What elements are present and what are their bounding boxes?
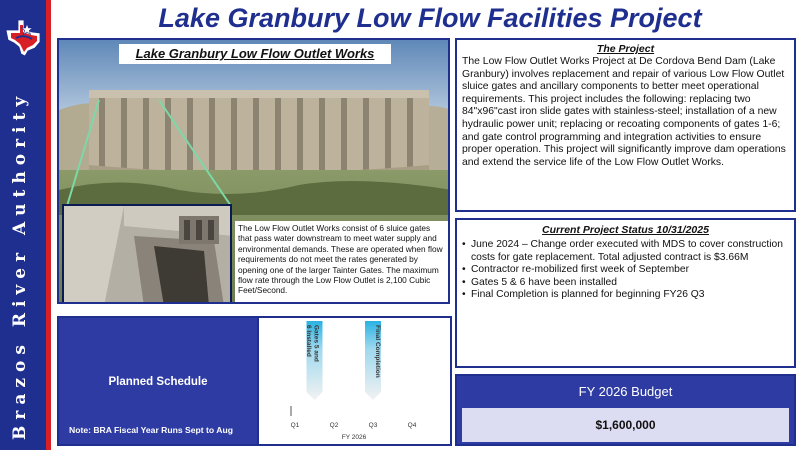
budget-box (455, 374, 796, 446)
project-heading: The Project (596, 43, 655, 55)
status-item: • Gates 5 & 6 have been installed (462, 277, 789, 290)
schedule-title: Planned Schedule (108, 376, 208, 388)
timeline-tick-label: Q1 (290, 422, 300, 429)
milestone-label: Gates 5 and6 Installed (305, 325, 320, 362)
schedule-panel (57, 316, 259, 446)
timeline-tick-label: Q3 (368, 422, 378, 429)
milestone-label: Final Completion (374, 325, 381, 378)
schedule-timeline (259, 316, 452, 446)
budget-value: $1,600,000 (595, 418, 656, 432)
timeline-tick-label: Q4 (407, 422, 417, 429)
timeline-tick-label: Q2 (329, 422, 339, 429)
budget-value-box (462, 408, 789, 442)
budget-title: FY 2026 Budget (578, 384, 673, 399)
photo-panel (57, 38, 450, 304)
status-heading: Current Project Status 10/31/2025 (542, 224, 709, 236)
timeline-axis-label: FY 2026 (341, 434, 367, 441)
status-list (462, 239, 789, 302)
side-band-red-edge (46, 0, 51, 450)
photo-title: Lake Granbury Low Flow Outlet Works (119, 44, 391, 64)
project-box (455, 38, 796, 212)
timeline-chart (259, 318, 450, 444)
organization-name: Brazos River Authority (10, 90, 30, 440)
side-band (0, 0, 46, 450)
texas-map-logo-icon (2, 16, 44, 58)
slide-title: Lake Granbury Low Flow Facilities Project (158, 3, 702, 33)
schedule-note: Note: BRA Fiscal Year Runs Sept to Aug (69, 425, 233, 435)
photo-caption: The Low Flow Outlet Works consist of 6 sluice gates that pass water downstream to meet water supply and environmental demands. These are operated when flow requirements do not meet the rates generated by opening one of the larger Tainter Gates. The maximum flow rate through the Low Flow Outlet is 2,100 Cubic Feet/Second. (235, 221, 448, 304)
status-item: • Final Completion is planned for beginning FY26 Q3 (462, 289, 789, 302)
status-item: • Contractor re-mobilized first week of September (462, 264, 789, 277)
outlet-closeup-photo (62, 204, 232, 304)
project-description: The Low Flow Outlet Works Project at De Cordova Bend Dam (Lake Granbury) involves replacement and repair of various Low Flow Outlet sluice gates and ancillary components to better meet operational requirements. This project includes the following: replacing two 84"x96"cast iron slide gates with stainless-steel; installation of a new hydraulic power unit; replacing or recoating components of gates 1-6; and gate control programming and integration activities to ensure proper operation. This project will significantly improve dam operations and extend the service life of the Low Flow Outlet Works. (462, 56, 786, 168)
status-box (455, 218, 796, 368)
status-item: • June 2024 – Change order executed with MDS to cover construction costs for gate replacement. Total adjusted contract is $3.66M (462, 239, 789, 264)
